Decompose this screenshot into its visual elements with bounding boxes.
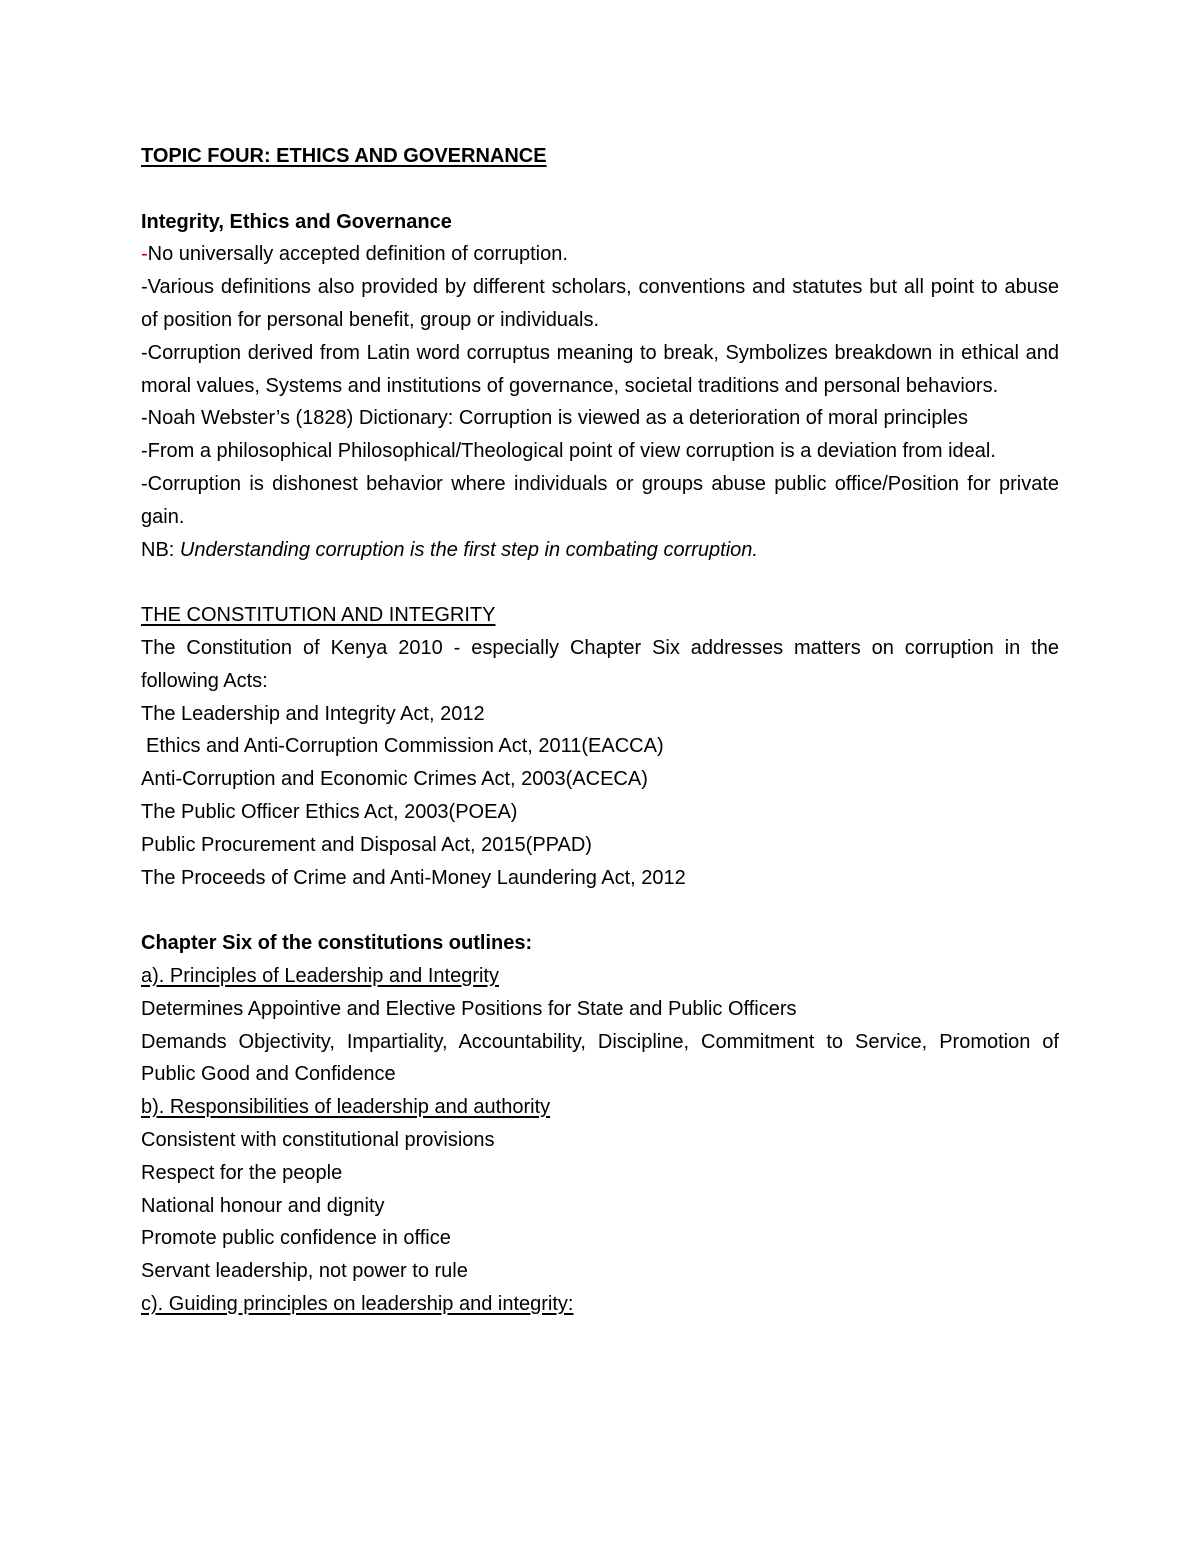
subheading-principles: a). Principles of Leadership and Integrity (141, 964, 499, 987)
spacer (141, 566, 1059, 599)
act-item: The Public Officer Ethics Act, 2003(POEA) (141, 800, 518, 823)
subheading-responsibilities: b). Responsibilities of leadership and authority (141, 1096, 551, 1119)
paragraph-no-definition (141, 238, 1059, 271)
list-item: Consistent with constitutional provisions (141, 1128, 495, 1151)
subheading-guiding-principles: c). Guiding principles on leadership and integrity: (141, 1292, 574, 1315)
paragraph-various-definitions: -Various definitions also provided by different scholars, conventions and statutes but all point to abuse of position for personal benefit, group or individuals. (141, 276, 1059, 331)
paragraph-noah-webster: -Noah Webster’s (1828) Dictionary: Corruption is viewed as a deterioration of moral principles (141, 407, 969, 430)
act-item: Ethics and Anti-Corruption Commission Act, 2011(EACCA) (146, 735, 664, 758)
list-item: Servant leadership, not power to rule (141, 1260, 468, 1283)
spacer (141, 894, 1059, 927)
nb-text: Understanding corruption is the first step in combating corruption. (179, 538, 758, 561)
document-page (141, 140, 1059, 1321)
list-item: National honour and dignity (141, 1194, 385, 1217)
list-item: Promote public confidence in office (141, 1227, 451, 1250)
list-item: Determines Appointive and Elective Positions for State and Public Officers (141, 997, 797, 1020)
nb-label: NB: (141, 538, 180, 561)
act-item: Public Procurement and Disposal Act, 2015(PPAD) (141, 833, 592, 856)
list-item: Demands Objectivity, Impartiality, Accountability, Discipline, Commitment to Service, Promotion of Public Good and Confidence (141, 1030, 1059, 1086)
act-item: The Proceeds of Crime and Anti-Money Laundering Act, 2012 (141, 866, 686, 889)
list-item: Respect for the people (141, 1161, 343, 1184)
nb-note (141, 534, 1059, 567)
dash-marker: - (141, 243, 148, 266)
section-heading-integrity: Integrity, Ethics and Governance (141, 210, 452, 233)
paragraph-dishonest-behavior: -Corruption is dishonest behavior where individuals or groups abuse public office/Position for private gain. (141, 472, 1059, 528)
spacer (141, 173, 1059, 206)
document-title: TOPIC FOUR: ETHICS AND GOVERNANCE (141, 145, 547, 167)
paragraph-philosophical-view: -From a philosophical Philosophical/Theological point of view corruption is a deviation from ideal. (141, 440, 996, 463)
paragraph-text: No universally accepted definition of corruption. (147, 243, 568, 266)
section-heading-constitution: THE CONSTITUTION AND INTEGRITY (141, 604, 496, 627)
paragraph-latin-origin: -Corruption derived from Latin word corruptus meaning to break, Symbolizes breakdown in ethical and moral values, Systems and institutions of governance, societal traditions and personal behaviors. (141, 341, 1059, 397)
act-item: Anti-Corruption and Economic Crimes Act, 2003(ACECA) (141, 768, 648, 791)
paragraph-constitution-intro: The Constitution of Kenya 2010 - especially Chapter Six addresses matters on corruption in the following Acts: (141, 636, 1059, 692)
act-item: The Leadership and Integrity Act, 2012 (141, 702, 485, 725)
section-heading-chapter-six: Chapter Six of the constitutions outlines: (141, 932, 533, 955)
